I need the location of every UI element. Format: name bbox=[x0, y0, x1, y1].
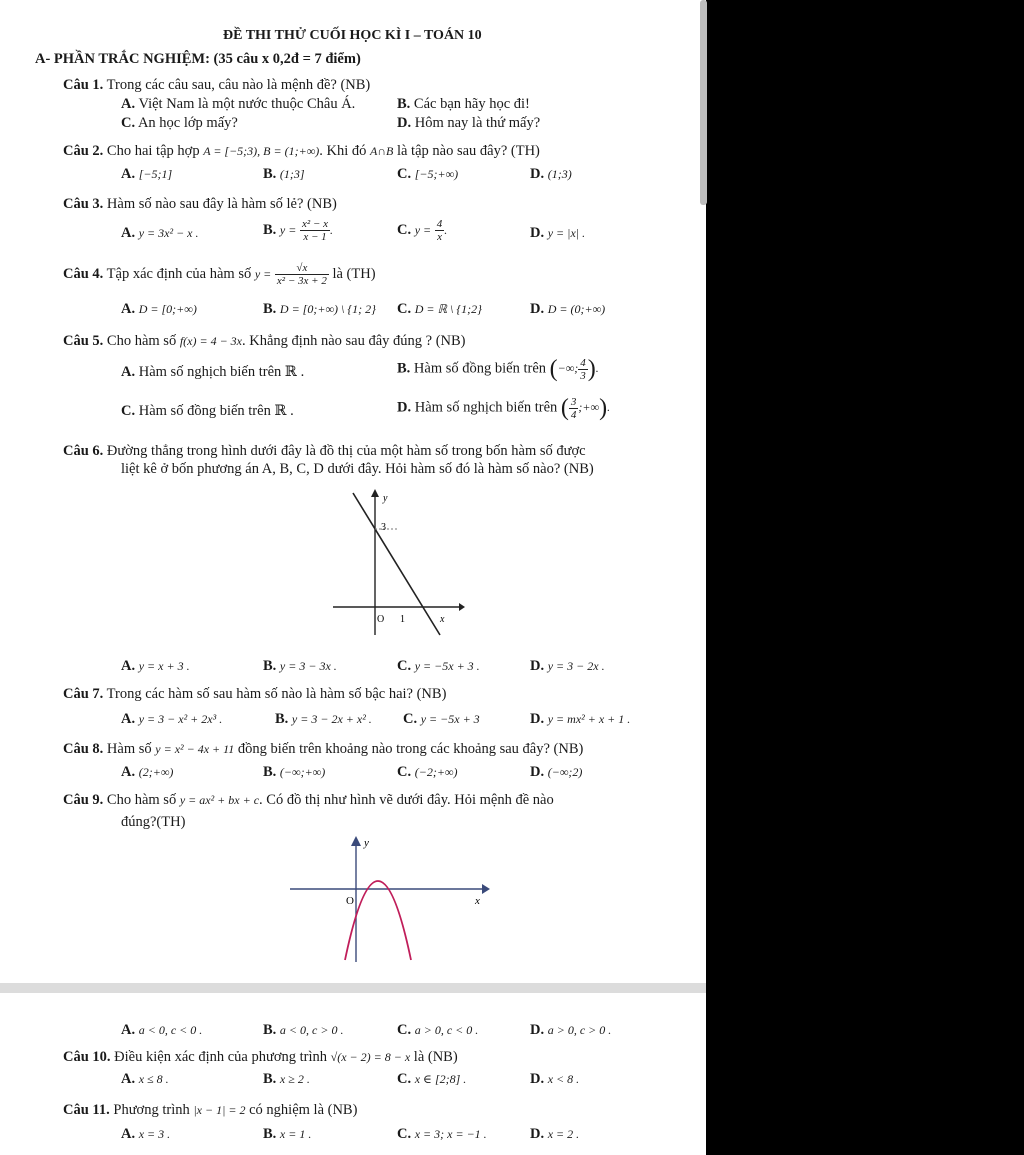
question-9: Câu 9. Cho hàm số y = ax² + bx + c. Có đồ thị như hình vẽ dưới đây. Hỏi mệnh đề nào bbox=[63, 792, 554, 808]
q7-option-a: A. y = 3 − x² + 2x³ . bbox=[121, 711, 223, 727]
q6-option-c: C. y = −5x + 3 . bbox=[397, 658, 480, 674]
q5-option-b: B. Hàm số đồng biến trên (−∞; $\frac{4}{3}$ ). bbox=[397, 356, 599, 382]
q11-option-d: D. x = 2 . bbox=[530, 1126, 580, 1142]
q5-option-a: A. Hàm số nghịch biến trên ℝ . bbox=[121, 364, 305, 380]
q10-option-c: C. x ∈ [2;8] . bbox=[397, 1071, 467, 1087]
question-6: Câu 6. Đường thẳng trong hình dưới đây là đồ thị của một hàm số trong bốn hàm số được bbox=[63, 443, 586, 459]
q9-option-d: D. a > 0, c > 0 . bbox=[530, 1022, 612, 1038]
q6-option-b: B. y = 3 − 3x . bbox=[263, 658, 337, 674]
q8-option-b: B. (−∞;+∞) bbox=[263, 764, 326, 780]
x-axis-label: x bbox=[440, 614, 445, 625]
origin-label: O bbox=[377, 614, 385, 625]
scrollbar-thumb[interactable] bbox=[700, 0, 707, 205]
question-1 bbox=[63, 77, 370, 94]
question-11: Câu 11. Phương trình |x − 1| = 2 có nghiệm là (NB) bbox=[63, 1102, 358, 1118]
q6-option-d: D. y = 3 − 2x . bbox=[530, 658, 605, 674]
y-axis-arrow-icon bbox=[351, 836, 361, 846]
page-separator bbox=[0, 983, 706, 993]
q10-option-b: B. x ≥ 2 . bbox=[263, 1071, 310, 1087]
q1-option-d: D. Hôm nay là thứ mấy? bbox=[397, 115, 541, 131]
q10-option-a: A. x ≤ 8 . bbox=[121, 1071, 169, 1087]
q6-line-graph bbox=[325, 485, 465, 645]
document-page-2 bbox=[0, 993, 706, 1155]
q11-option-b: B. x = 1 . bbox=[263, 1126, 312, 1142]
question-8: Câu 8. Hàm số y = x² − 4x + 11 đồng biến trên khoảng nào trong các khoảng sau đây? (NB) bbox=[63, 741, 584, 757]
q1-option-a: A. Việt Nam là một nước thuộc Châu Á. bbox=[121, 96, 356, 112]
q9-parabola-graph bbox=[290, 832, 500, 967]
q8-option-a: A. (2;+∞) bbox=[121, 764, 174, 780]
question-3: Câu 3. Hàm số nào sau đây là hàm số lẻ? (NB) bbox=[63, 196, 337, 212]
q3-option-d: D. y = |x| . bbox=[530, 225, 586, 241]
q1-option-c: C. An học lớp mấy? bbox=[121, 115, 238, 131]
question-5: Câu 5. Cho hàm số f(x) = 4 − 3x. Khẳng định nào sau đây đúng ? (NB) bbox=[63, 333, 466, 349]
q2-option-b: B. (1;3] bbox=[263, 166, 305, 182]
question-label: Câu 1. bbox=[63, 77, 104, 93]
x-tick-label: 1 bbox=[400, 614, 405, 625]
q8-option-d: D. (−∞;2) bbox=[530, 764, 583, 780]
exam-title: ĐỀ THI THỬ CUỐI HỌC KÌ I – TOÁN 10 bbox=[223, 28, 482, 43]
q11-option-c: C. x = 3; x = −1 . bbox=[397, 1126, 487, 1142]
x-axis-arrow-icon bbox=[459, 603, 465, 611]
y-axis-label: y bbox=[383, 493, 388, 504]
q5-option-c: C. Hàm số đồng biến trên ℝ . bbox=[121, 403, 294, 419]
q3-option-a: A. y = 3x² − x . bbox=[121, 225, 199, 241]
question-2: Câu 2. Cho hai tập hợp A = [−5;3), B = (1;+∞). Khi đó A∩B là tập nào sau đây? (TH) bbox=[63, 143, 540, 159]
question-text: Trong các câu sau, câu nào là mệnh đề? (NB) bbox=[106, 77, 371, 93]
q9-option-c: C. a > 0, c < 0 . bbox=[397, 1022, 479, 1038]
q2-option-c: C. [−5;+∞) bbox=[397, 166, 459, 182]
question-7: Câu 7. Trong các hàm số sau hàm số nào là hàm số bậc hai? (NB) bbox=[63, 686, 447, 702]
q4-option-c: C. D = ℝ \ {1;2} bbox=[397, 301, 482, 317]
q10-option-d: D. x < 8 . bbox=[530, 1071, 580, 1087]
q4-option-a: A. D = [0;+∞) bbox=[121, 301, 197, 317]
question-6-line-2: liệt kê ở bốn phương án A, B, C, D dưới đây. Hỏi hàm số đó là hàm số nào? (NB) bbox=[121, 461, 594, 477]
y-tick-label: 3 bbox=[381, 522, 386, 533]
q4-option-d: D. D = (0;+∞) bbox=[530, 301, 606, 317]
section-a-heading: A- PHẦN TRẮC NGHIỆM: (35 câu x 0,2đ = 7 điểm) bbox=[35, 51, 361, 67]
q7-option-b: B. y = 3 − 2x + x² . bbox=[275, 711, 372, 727]
q2-option-d: D. (1;3) bbox=[530, 166, 572, 182]
x-axis-arrow-icon bbox=[482, 884, 490, 894]
q11-option-a: A. x = 3 . bbox=[121, 1126, 171, 1142]
q7-option-c: C. y = −5x + 3 bbox=[403, 711, 480, 727]
origin-label: O bbox=[346, 895, 354, 907]
q3-option-c: C. y = $\frac{4}{x}$ . bbox=[397, 218, 448, 243]
q9-option-a: A. a < 0, c < 0 . bbox=[121, 1022, 203, 1038]
x-axis-label: x bbox=[475, 895, 480, 907]
q1-option-b: B. Các bạn hãy học đi! bbox=[397, 96, 530, 112]
q7-option-d: D. y = mx² + x + 1 . bbox=[530, 711, 631, 727]
q2-option-a: A. [−5;1] bbox=[121, 166, 173, 182]
question-4: Câu 4. Tập xác định của hàm số y = $\frac{√x}{\text{x² − 3x + 2}}$ là (TH) bbox=[63, 262, 376, 287]
parabola-curve bbox=[345, 881, 411, 960]
graph-line bbox=[353, 493, 440, 635]
q4-option-b: B. D = [0;+∞) \ {1; 2} bbox=[263, 301, 376, 317]
q8-option-c: C. (−2;+∞) bbox=[397, 764, 458, 780]
y-axis-label: y bbox=[364, 837, 369, 849]
q5-option-d: D. Hàm số nghịch biến trên ( $\frac{3}{4}$ ;+∞). bbox=[397, 395, 611, 421]
question-9-line-2: đúng?(TH) bbox=[121, 814, 186, 830]
q6-option-a: A. y = x + 3 . bbox=[121, 658, 190, 674]
y-axis-arrow-icon bbox=[371, 489, 379, 497]
q9-option-b: B. a < 0, c > 0 . bbox=[263, 1022, 344, 1038]
q3-option-b: B. y = $\frac{\text{x² − x}}{x - 1}$ . bbox=[263, 218, 333, 243]
question-10: Câu 10. Điều kiện xác định của phương trình √(x − 2) = 8 − x là (NB) bbox=[63, 1049, 458, 1065]
